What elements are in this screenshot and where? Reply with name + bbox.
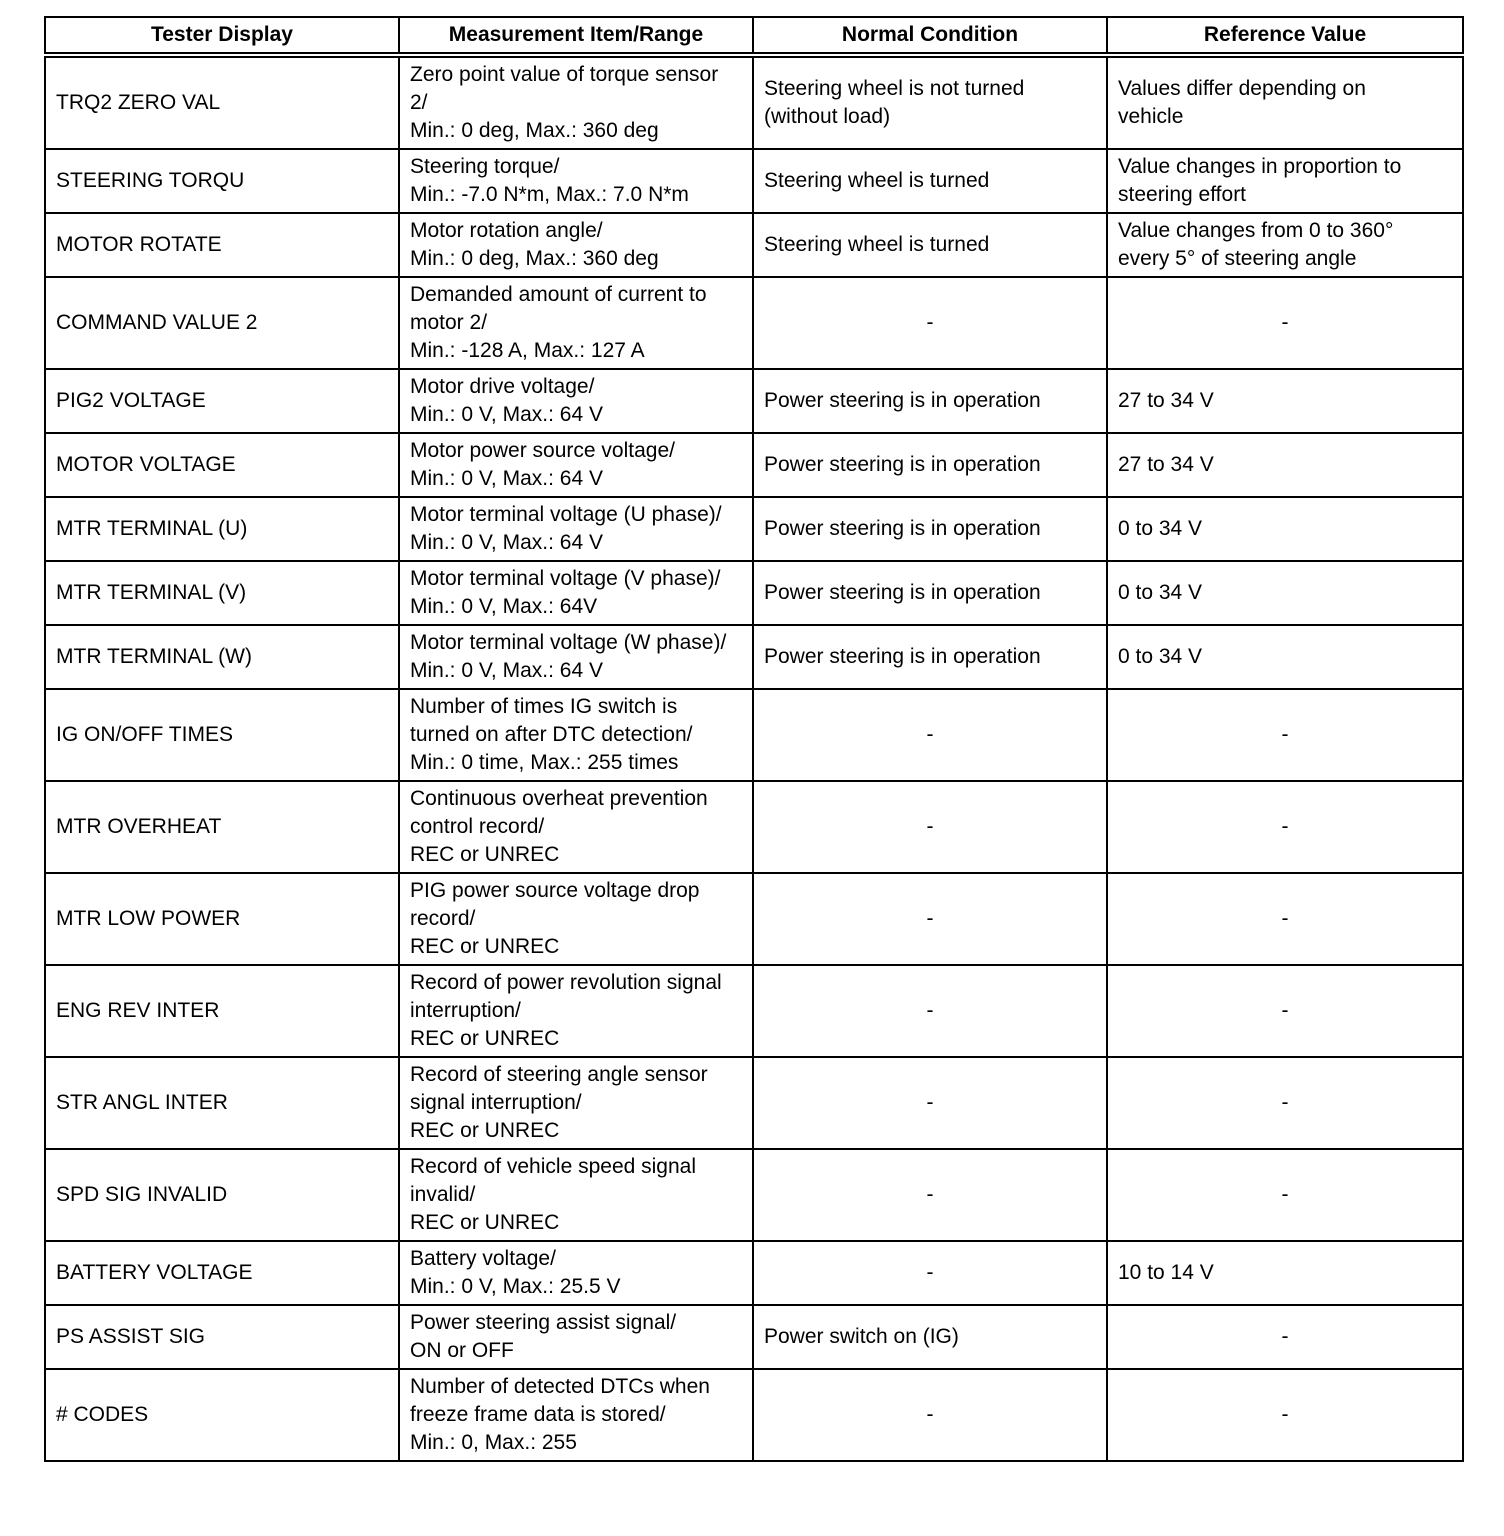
cell-line: 2/ [410, 91, 428, 114]
cell-line: - [926, 815, 934, 838]
cell-line: every 5° of steering angle [1118, 247, 1357, 270]
cell-line: Min.: 0 deg, Max.: 360 deg [410, 119, 659, 142]
cell-line: PIG power source voltage drop [410, 879, 700, 902]
cell-line: Record of steering angle sensor [410, 1063, 708, 1086]
cell-tester-display: PS ASSIST SIG [45, 1305, 399, 1369]
cell-line: - [926, 1261, 934, 1284]
cell-line: - [926, 1403, 934, 1426]
cell-line: REC or UNREC [410, 1211, 560, 1234]
cell-line: - [1281, 1403, 1289, 1426]
cell-line: - [926, 723, 934, 746]
header-tester-display: Tester Display [45, 17, 399, 55]
cell-line: Motor terminal voltage (U phase)/ [410, 503, 722, 526]
cell-measurement-item [399, 625, 753, 689]
cell-measurement-item [399, 689, 753, 781]
cell-line: - [926, 1183, 934, 1206]
cell-tester-display: MTR LOW POWER [45, 873, 399, 965]
cell-tester-display: MTR TERMINAL (U) [45, 497, 399, 561]
cell-line: Power steering is in operation [764, 645, 1041, 668]
table-row [45, 1149, 1463, 1241]
cell-line: signal interruption/ [410, 1091, 582, 1114]
cell-reference-value [1107, 1057, 1463, 1149]
cell-normal-condition [753, 497, 1107, 561]
cell-normal-condition [753, 1305, 1107, 1369]
cell-line: Motor terminal voltage (V phase)/ [410, 567, 721, 590]
cell-line: Min.: -7.0 N*m, Max.: 7.0 N*m [410, 183, 689, 206]
table-row [45, 277, 1463, 369]
cell-line: - [1281, 999, 1289, 1022]
cell-normal-condition [753, 149, 1107, 213]
table-row [45, 433, 1463, 497]
cell-measurement-item [399, 277, 753, 369]
cell-line: Number of detected DTCs when [410, 1375, 710, 1398]
cell-line: Min.: 0 V, Max.: 25.5 V [410, 1275, 621, 1298]
cell-tester-display: MOTOR VOLTAGE [45, 433, 399, 497]
table-row [45, 1369, 1463, 1461]
cell-line: REC or UNREC [410, 1027, 560, 1050]
cell-reference-value [1107, 1149, 1463, 1241]
cell-line: Zero point value of torque sensor [410, 63, 719, 86]
cell-reference-value [1107, 561, 1463, 625]
header-reference-value: Reference Value [1107, 17, 1463, 55]
table-row [45, 497, 1463, 561]
cell-line: Power steering is in operation [764, 389, 1041, 412]
cell-normal-condition [753, 873, 1107, 965]
cell-tester-display: MOTOR ROTATE [45, 213, 399, 277]
cell-measurement-item [399, 149, 753, 213]
cell-line: REC or UNREC [410, 1119, 560, 1142]
cell-line: Record of vehicle speed signal [410, 1155, 697, 1178]
cell-line: REC or UNREC [410, 843, 560, 866]
cell-line: ON or OFF [410, 1339, 514, 1362]
cell-line: - [1281, 1325, 1289, 1348]
table-body [45, 55, 1463, 1461]
cell-line: 27 to 34 V [1118, 453, 1214, 476]
cell-line: - [1281, 815, 1289, 838]
cell-line: motor 2/ [410, 311, 488, 334]
table-row [45, 561, 1463, 625]
cell-line: Min.: 0 V, Max.: 64V [410, 595, 598, 618]
table-row [45, 1057, 1463, 1149]
cell-measurement-item [399, 213, 753, 277]
header-normal-condition: Normal Condition [753, 17, 1107, 55]
cell-line: Min.: 0 V, Max.: 64 V [410, 403, 603, 426]
cell-line: Power steering is in operation [764, 453, 1041, 476]
cell-normal-condition [753, 1149, 1107, 1241]
cell-tester-display: IG ON/OFF TIMES [45, 689, 399, 781]
cell-line: Motor drive voltage/ [410, 375, 595, 398]
cell-tester-display: MTR TERMINAL (W) [45, 625, 399, 689]
cell-tester-display: COMMAND VALUE 2 [45, 277, 399, 369]
cell-tester-display: STEERING TORQU [45, 149, 399, 213]
cell-line: Motor power source voltage/ [410, 439, 675, 462]
cell-reference-value [1107, 781, 1463, 873]
cell-line: Min.: -128 A, Max.: 127 A [410, 339, 645, 362]
cell-line: Continuous overheat prevention [410, 787, 708, 810]
cell-line: Min.: 0 time, Max.: 255 times [410, 751, 679, 774]
cell-line: REC or UNREC [410, 935, 560, 958]
cell-tester-display: # CODES [45, 1369, 399, 1461]
cell-line: Min.: 0, Max.: 255 [410, 1431, 577, 1454]
cell-tester-display: MTR TERMINAL (V) [45, 561, 399, 625]
table-row [45, 1241, 1463, 1305]
cell-normal-condition [753, 55, 1107, 149]
cell-line: Steering wheel is not turned [764, 77, 1025, 100]
cell-line: - [1281, 907, 1289, 930]
cell-line: - [1281, 1183, 1289, 1206]
cell-line: (without load) [764, 105, 891, 128]
cell-reference-value [1107, 149, 1463, 213]
cell-line: Number of times IG switch is [410, 695, 678, 718]
cell-line: Steering wheel is turned [764, 169, 990, 192]
cell-measurement-item [399, 1305, 753, 1369]
cell-reference-value [1107, 55, 1463, 149]
cell-line: 0 to 34 V [1118, 645, 1203, 668]
cell-line: Min.: 0 V, Max.: 64 V [410, 659, 603, 682]
cell-normal-condition [753, 689, 1107, 781]
cell-measurement-item [399, 369, 753, 433]
cell-measurement-item [399, 873, 753, 965]
cell-reference-value [1107, 213, 1463, 277]
table-row [45, 369, 1463, 433]
cell-normal-condition [753, 369, 1107, 433]
cell-line: Motor rotation angle/ [410, 219, 603, 242]
table-row [45, 55, 1463, 149]
cell-reference-value [1107, 497, 1463, 561]
table-row [45, 873, 1463, 965]
cell-measurement-item [399, 497, 753, 561]
cell-reference-value [1107, 625, 1463, 689]
header-row [45, 17, 1463, 55]
cell-normal-condition [753, 625, 1107, 689]
cell-measurement-item [399, 1369, 753, 1461]
cell-line: - [1281, 311, 1289, 334]
cell-line: steering effort [1118, 183, 1247, 206]
cell-measurement-item [399, 55, 753, 149]
cell-normal-condition [753, 1057, 1107, 1149]
cell-line: Min.: 0 V, Max.: 64 V [410, 531, 603, 554]
cell-normal-condition [753, 1369, 1107, 1461]
cell-line: Demanded amount of current to [410, 283, 707, 306]
cell-measurement-item [399, 1057, 753, 1149]
cell-line: Value changes in proportion to [1118, 155, 1402, 178]
cell-line: Power steering is in operation [764, 517, 1041, 540]
cell-line: - [1281, 1091, 1289, 1114]
cell-line: turned on after DTC detection/ [410, 723, 693, 746]
data-list-table [44, 16, 1464, 1462]
cell-line: 0 to 34 V [1118, 581, 1203, 604]
cell-measurement-item [399, 965, 753, 1057]
cell-line: - [926, 907, 934, 930]
cell-line: 27 to 34 V [1118, 389, 1214, 412]
cell-line: freeze frame data is stored/ [410, 1403, 666, 1426]
table-row [45, 625, 1463, 689]
table-row [45, 213, 1463, 277]
cell-normal-condition [753, 965, 1107, 1057]
cell-line: 10 to 14 V [1118, 1261, 1214, 1284]
cell-line: interruption/ [410, 999, 521, 1022]
cell-reference-value [1107, 689, 1463, 781]
cell-line: - [926, 311, 934, 334]
table-row [45, 965, 1463, 1057]
cell-line: Power switch on (IG) [764, 1325, 959, 1348]
cell-normal-condition [753, 277, 1107, 369]
cell-tester-display: BATTERY VOLTAGE [45, 1241, 399, 1305]
table-row [45, 689, 1463, 781]
cell-line: invalid/ [410, 1183, 476, 1206]
cell-tester-display: MTR OVERHEAT [45, 781, 399, 873]
cell-reference-value [1107, 1241, 1463, 1305]
cell-line: - [1281, 723, 1289, 746]
cell-line: Power steering assist signal/ [410, 1311, 677, 1334]
cell-line: Record of power revolution signal [410, 971, 722, 994]
cell-line: 0 to 34 V [1118, 517, 1203, 540]
cell-line: Battery voltage/ [410, 1247, 556, 1270]
cell-measurement-item [399, 433, 753, 497]
cell-line: Power steering is in operation [764, 581, 1041, 604]
cell-line: Min.: 0 V, Max.: 64 V [410, 467, 603, 490]
table-row [45, 781, 1463, 873]
cell-line: record/ [410, 907, 476, 930]
cell-reference-value [1107, 873, 1463, 965]
cell-reference-value [1107, 369, 1463, 433]
cell-line: Motor terminal voltage (W phase)/ [410, 631, 727, 654]
cell-normal-condition [753, 781, 1107, 873]
header-measurement-item: Measurement Item/Range [399, 17, 753, 55]
cell-line: Steering wheel is turned [764, 233, 990, 256]
cell-reference-value [1107, 965, 1463, 1057]
cell-tester-display: ENG REV INTER [45, 965, 399, 1057]
cell-reference-value [1107, 1305, 1463, 1369]
cell-line: vehicle [1118, 105, 1184, 128]
cell-measurement-item [399, 1149, 753, 1241]
cell-line: Steering torque/ [410, 155, 560, 178]
cell-tester-display: STR ANGL INTER [45, 1057, 399, 1149]
cell-normal-condition [753, 561, 1107, 625]
cell-line: Value changes from 0 to 360° [1118, 219, 1394, 242]
cell-normal-condition [753, 433, 1107, 497]
cell-line: Values differ depending on [1118, 77, 1366, 100]
cell-normal-condition [753, 1241, 1107, 1305]
cell-line: control record/ [410, 815, 545, 838]
cell-tester-display: SPD SIG INVALID [45, 1149, 399, 1241]
cell-line: - [926, 999, 934, 1022]
cell-line: - [926, 1091, 934, 1114]
cell-tester-display: PIG2 VOLTAGE [45, 369, 399, 433]
cell-reference-value [1107, 277, 1463, 369]
cell-line: Min.: 0 deg, Max.: 360 deg [410, 247, 659, 270]
cell-tester-display: TRQ2 ZERO VAL [45, 55, 399, 149]
cell-normal-condition [753, 213, 1107, 277]
cell-measurement-item [399, 1241, 753, 1305]
cell-reference-value [1107, 1369, 1463, 1461]
cell-measurement-item [399, 781, 753, 873]
cell-reference-value [1107, 433, 1463, 497]
cell-measurement-item [399, 561, 753, 625]
table-row [45, 149, 1463, 213]
table-row [45, 1305, 1463, 1369]
